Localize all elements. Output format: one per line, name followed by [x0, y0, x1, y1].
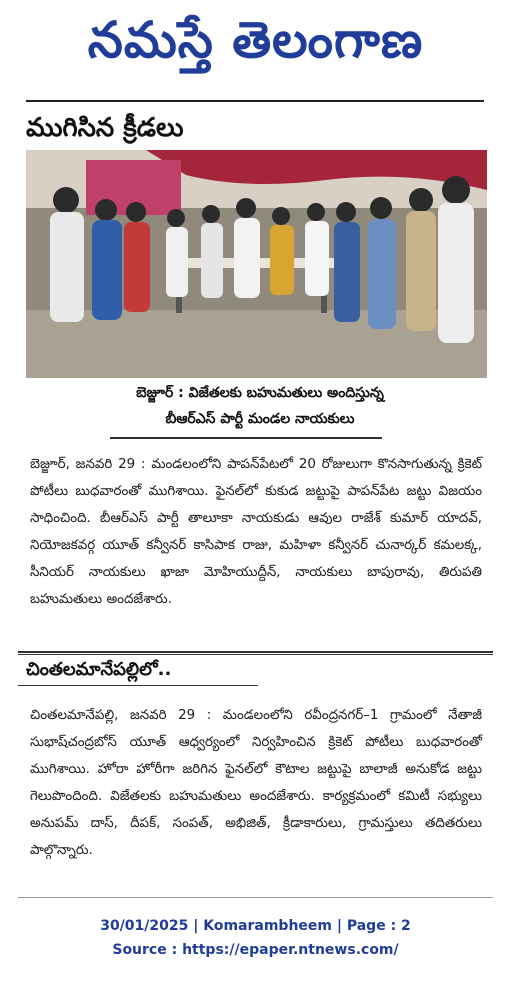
headline-rule — [26, 100, 484, 102]
caption-rule — [110, 437, 382, 439]
news-photo — [26, 150, 487, 378]
article-subheading: చింతలమానేపల్లిలో.. — [26, 659, 172, 680]
caption-line-1: బెజ్జూర్ : విజేతలకు బహుమతులు అందిస్తున్న — [136, 385, 384, 401]
subheading-box — [18, 651, 493, 687]
article-paragraph-1: బెజ్జూర్, జనవరి 29 : మండలంలోని పాపన్‌పేటలో 20 రోజులుగా కొనసాగుతున్న క్రికెట్ పోటీలు బుధవారంతో ముగిశాయి. ఫైనల్‌లో కుకుడ జట్టుపై పాపన్‌పేట జట్టు విజయం సాధించింది. బీఆర్ఎస్ పార్టీ తాలూకా నాయకుడు ఆవుల రాజేశ్ కుమార్ యాదవ్, నియోజకవర్గ యూత్ కన్వీనర్ కాసిపాక రాజు, మహిళా కన్వీనర్ చునార్కర్ కమలక్క, సీనియర్ నాయకులు ఖాజా మోహియుద్దీన్, నాయకులు బాపురావు, తిరుపతి బహుమతులు అందజేశారు. — [30, 457, 482, 607]
masthead-title: నమస్తే తెలంగాణ — [87, 11, 424, 69]
article-paragraph-2: చింతలమానేపల్లి, జనవరి 29 : మండలంలోని రవీంద్రనగర్–1 గ్రామంలో నేతాజీ సుభాష్‌చంద్రబోస్ యూత్ ఆధ్వర్యంలో నిర్వహించిన క్రికెట్ పోటీలు బుధవారంతో ముగిశాయి. హోరా హోరీగా జరిగిన ఫైనల్‌లో కౌటాల జట్టుపై బాలాజీ అనుకోడ జట్టు గెలుపొందింది. విజేతలకు బహుమతులు అందజేశారు. కార్యక్రమంలో కమిటీ సభ్యులు అనుపమ్ దాస్, దీపక్, సంపత్, అభిజిత్, క్రీడాకారులు, గ్రామస్తులు తదితరులు పాల్గొన్నారు. — [30, 708, 482, 858]
article-headline: ముగిసిన క్రీడలు — [26, 113, 184, 143]
caption-line-2: బీఆర్ఎస్ పార్టీ మండల నాయకులు — [165, 411, 355, 427]
footer-date-page: 30/01/2025 | Komarambheem | Page : 2 — [100, 918, 411, 934]
subheading-rule-thin — [18, 654, 493, 655]
photo-caption — [110, 380, 410, 432]
subheading-underline — [18, 685, 258, 686]
subheading-rule-thick — [18, 651, 493, 653]
footer-rule — [18, 897, 493, 898]
newspaper-masthead — [0, 0, 511, 86]
footer-source: Source : https://epaper.ntnews.com/ — [112, 942, 399, 958]
